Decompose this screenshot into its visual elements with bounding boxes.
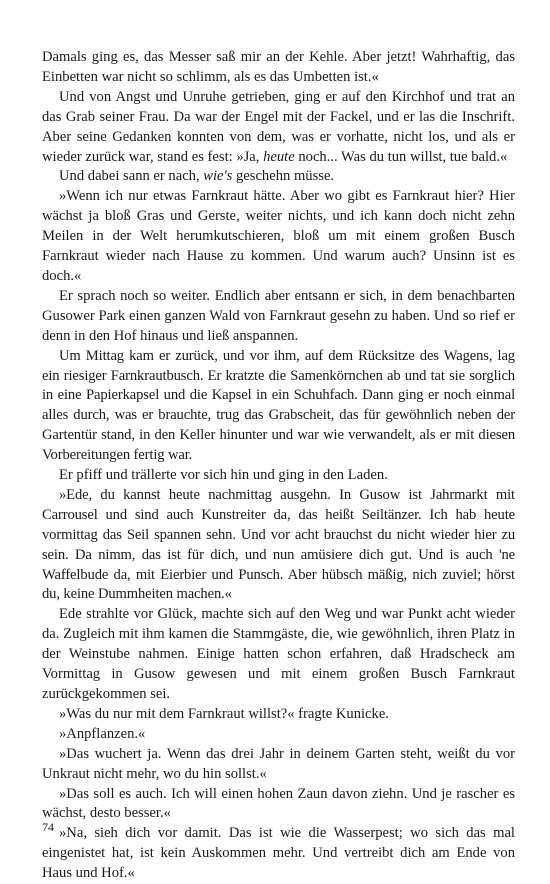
paragraph: Ede strahlte vor Glück, machte sich auf den Weg und war Punkt acht wieder da. Zugleich mit ihm kamen die Stammgäste, die, wie gewöhnlich, ihren Platz in der Weinstube nahmen. Einige hatten schon erfahren, daß Hradscheck am Vormittag in Gusow gewesen und mit einem großen Busch Farnkraut zurückgekommen sei. bbox=[42, 606, 515, 702]
paragraph: »Ede, du kannst heute nachmittag ausgehn. In Gusow ist Jahrmarkt mit Carrousel und sind auch Kunstreiter da, das heißt Seiltänzer. Ich hab heute vormittag das Seil spannen sehn. Und vor acht brauchst du nicht wieder hier zu sein. Da nimm, das ist für dich, und nun amüsiere dich gut. Und is auch 'ne Waffelbude da, mit Eierbier und Punsch. Aber hübsch mäßig, nich zuviel; hörst du, keine Dummheiten machen.« bbox=[42, 486, 515, 603]
paragraph: Und von Angst und Unruhe getrieben, ging er auf den Kirchhof und trat an das Grab seiner Frau. Da war der Engel mit der Fackel, und er las die Inschrift. Aber seine Gedanken konnten von dem, was er vorhatte, nicht los, und als er wieder zurück war, stand es fest: »Ja, heute noch... Was du tun willst, tue bald.« bbox=[42, 88, 515, 165]
paragraph: »Was du nur mit dem Farnkraut willst?« fragte Kunicke. bbox=[59, 705, 389, 722]
paragraph: Und dabei sann er nach, wie's geschehn müsse. bbox=[59, 168, 335, 185]
paragraph: »Na, sieh dich vor damit. Das ist wie die Wasserpest; wo sich das mal eingenistet hat, ist kein Auskommen mehr. Und vertreibt dich am Ende von Haus und Hof.« bbox=[42, 825, 515, 882]
paragraph: Um Mittag kam er zurück, und vor ihm, auf dem Rücksitze des Wagens, lag ein riesiger Farnkrautbusch. Er kratzte die Samenkörnchen ab und tat sie sorglich in eine Papierkapsel und die Kapsel in ein Schuhfach. Dann ging er noch einmal alles durch, was er brauchte, trug das Grabscheit, das für gewöhnlich neben der Gartentür stand, in den Keller hinunter und war wie verwandelt, als er mit diesen Vorbereitungen fertig war. bbox=[42, 347, 515, 464]
body-text bbox=[42, 48, 515, 884]
paragraph: »Wenn ich nur etwas Farnkraut hätte. Aber wo gibt es Farnkraut hier? Hier wächst ja bloß Gras und Gerste, weiter nichts, und ich kann doch nicht zehn Meilen in der Welt herumkutschieren, bloß um mit einem großen Busch Farnkraut wieder nach Hause zu kommen. Und warum auch? Unsinn ist es doch.« bbox=[42, 188, 515, 284]
paragraph: »Das soll es auch. Ich will einen hohen Zaun davon ziehn. Und je rascher es wächst, desto besser.« bbox=[42, 785, 515, 822]
paragraph: Damals ging es, das Messer saß mir an der Kehle. Aber jetzt! Wahrhaftig, das Einbetten war nicht so schlimm, als es das Umbetten ist.« bbox=[42, 49, 515, 85]
paragraph: »Das wuchert ja. Wenn das drei Jahr in deinem Garten steht, weißt du vor Unkraut nicht mehr, wo du hin sollst.« bbox=[42, 745, 515, 782]
paragraph: Er sprach noch so weiter. Endlich aber entsann er sich, in dem benachbarten Gusower Park einen ganzen Wald von Farnkraut gesehn zu haben. Und so rief er denn in den Hof hinaus und ließ anspannen. bbox=[42, 287, 515, 344]
paragraph: »Anpflanzen.« bbox=[59, 725, 146, 742]
paragraph: Er pfiff und trällerte vor sich hin und ging in den Laden. bbox=[59, 467, 388, 484]
page-number: 74 bbox=[42, 820, 54, 834]
